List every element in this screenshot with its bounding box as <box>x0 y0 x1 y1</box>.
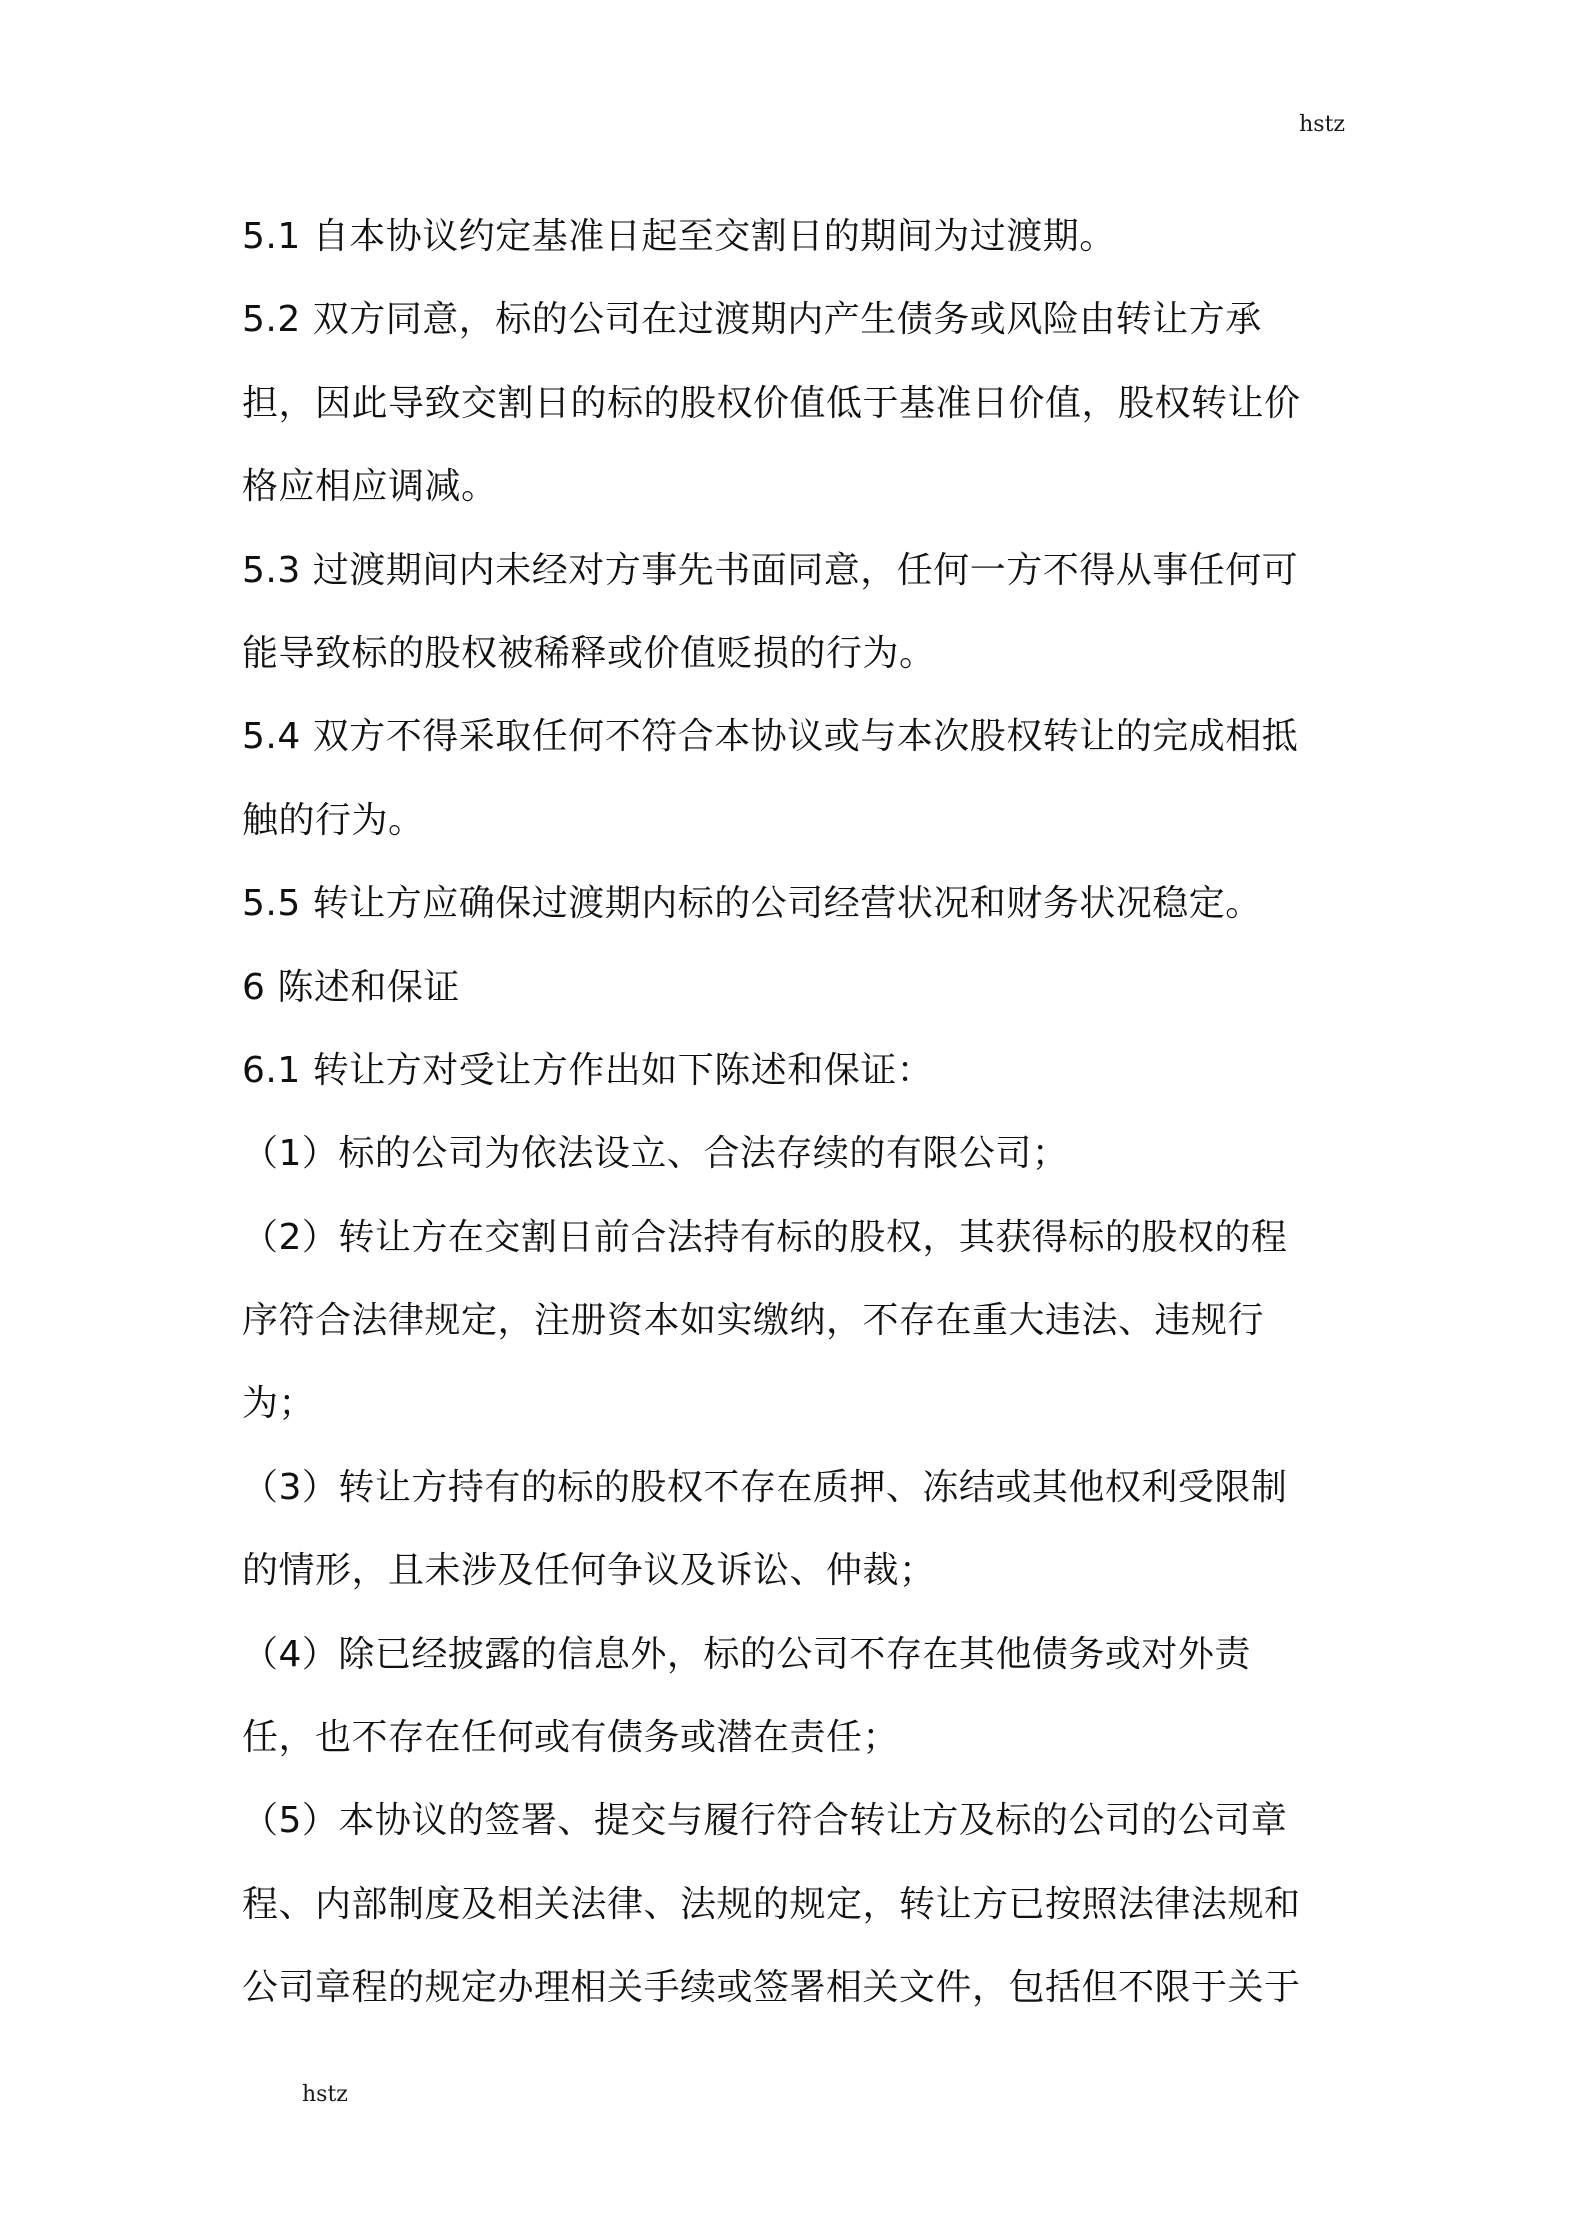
list-item: （2）转让方在交割日前合法持有标的股权，其获得标的股权的程 <box>242 1216 1288 1258</box>
text-line: 格应相应调减。 <box>242 466 498 508</box>
text-line: 能导致标的股权被稀释或价值贬损的行为。 <box>242 632 936 674</box>
list-item: （1）标的公司为依法设立、合法存续的有限公司； <box>242 1133 1069 1175</box>
footer-watermark: hstz <box>302 2082 348 2107</box>
text-line: 公司章程的规定办理相关手续或签署相关文件，包括但不限于关于 <box>242 1967 1301 2009</box>
text-line: 程、内部制度及相关法律、法规的规定，转让方已按照法律法规和 <box>242 1883 1301 1925</box>
text-line: 为； <box>242 1383 316 1425</box>
text-line: 触的行为。 <box>242 799 425 841</box>
text-line: 5.4 双方不得采取任何不符合本协议或与本次股权转让的完成相抵 <box>242 716 1299 758</box>
document-body <box>242 195 1348 2030</box>
text-line: 6.1 转让方对受让方作出如下陈述和保证： <box>242 1049 934 1091</box>
text-line: 5.3 过渡期间内未经对方事先书面同意，任何一方不得从事任何可 <box>242 549 1299 591</box>
text-line: 5.2 双方同意，标的公司在过渡期内产生债务或风险由转让方承 <box>242 299 1262 341</box>
list-item: （4）除已经披露的信息外，标的公司不存在其他债务或对外责 <box>242 1633 1251 1675</box>
list-item: （5）本协议的签署、提交与履行符合转让方及标的公司的公司章 <box>242 1800 1288 1842</box>
text-line: 序符合法律规定，注册资本如实缴纳，不存在重大违法、违规行 <box>242 1300 1265 1342</box>
text-line: 5.1 自本协议约定基准日起至交割日的期间为过渡期。 <box>242 216 1116 257</box>
text-line: 任，也不存在任何或有债务或潜在责任； <box>242 1717 900 1759</box>
header-watermark: hstz <box>1299 112 1345 137</box>
section-heading: 6 陈述和保证 <box>242 966 460 1008</box>
text-line: 担，因此导致交割日的标的股权价值低于基准日价值，股权转让价 <box>242 382 1301 424</box>
text-line: 的情形，且未涉及任何争议及诉讼、仲裁； <box>242 1550 936 1592</box>
list-item: （3）转让方持有的标的股权不存在质押、冻结或其他权利受限制 <box>242 1466 1288 1508</box>
text-line: 5.5 转让方应确保过渡期内标的公司经营状况和财务状况稳定。 <box>242 883 1262 925</box>
